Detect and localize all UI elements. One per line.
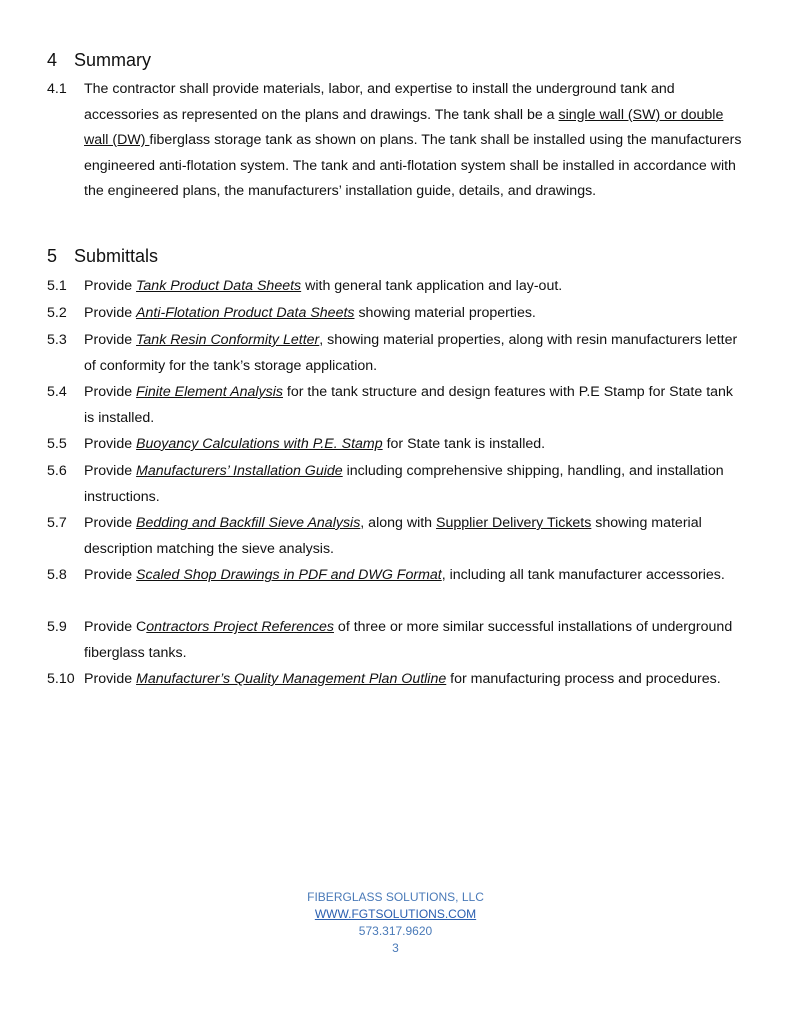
text-run: Provide — [84, 436, 137, 452]
text-run: Provide — [84, 332, 137, 348]
item-number: 5.5 — [47, 436, 67, 452]
text-run: Provide — [84, 567, 137, 583]
submittal-item — [47, 432, 747, 458]
item-text — [84, 380, 747, 431]
document-title-reference: Finite Element Analysis — [136, 384, 283, 400]
text-run: showing material properties. — [354, 305, 536, 321]
item-text — [84, 301, 747, 327]
paragraph-4-1 — [47, 77, 747, 205]
footer-phone: 573.317.9620 — [358, 924, 433, 938]
text-run: for State tank is installed. — [382, 436, 546, 452]
document-title-reference: Bedding and Backfill Sieve Analysis — [136, 515, 361, 531]
item-number: 5.6 — [47, 463, 67, 479]
text-run: with general tank application and lay-out. — [301, 278, 563, 294]
page-footer — [0, 889, 791, 957]
submittal-item — [47, 615, 747, 666]
text-run: for the tank structure and design features with P.E Stamp for State tank is installed. — [84, 384, 734, 426]
item-number: 5.4 — [47, 384, 67, 400]
footer-website-link[interactable]: WWW.FGTSOLUTIONS.COM — [314, 907, 477, 921]
text-run: Provide — [84, 278, 137, 294]
text-run: Provide — [84, 305, 137, 321]
item-number: 5.2 — [47, 305, 67, 321]
item-number: 5.7 — [47, 515, 67, 531]
underlined-term: Supplier Delivery Tickets — [436, 515, 592, 531]
text-run: showing material description matching the sieve analysis. — [84, 515, 702, 557]
item-number: 5.9 — [47, 619, 67, 635]
footer-company: FIBERGLASS SOLUTIONS, LLC — [307, 890, 484, 904]
item-text — [84, 615, 747, 666]
text-run: Provide — [84, 384, 137, 400]
text-run: Provide — [84, 463, 137, 479]
item-number: 5.10 — [47, 671, 75, 687]
item-number: 4.1 — [47, 81, 67, 97]
document-title-reference: Manufacturer’s Quality Management Plan Outline — [136, 671, 447, 687]
text-run: Provide — [84, 671, 137, 687]
section-5-heading — [47, 246, 158, 267]
item-text — [84, 511, 747, 562]
text-run: The contractor shall provide materials, labor, and expertise to install the underground tank and accessories as represented on the plans and drawings. The tank shall be a — [84, 81, 675, 123]
item-number: 5.8 — [47, 567, 67, 583]
item-text — [84, 459, 747, 510]
document-title-reference: Tank Product Data Sheets — [136, 278, 302, 294]
document-title-reference: Scaled Shop Drawings in PDF and DWG Format — [136, 567, 442, 583]
submittal-item — [47, 301, 747, 327]
item-number: 5.3 — [47, 332, 67, 348]
submittal-item — [47, 328, 747, 379]
section-title: Submittals — [74, 246, 159, 266]
footer-page-number: 3 — [392, 941, 399, 955]
document-title-reference: Anti-Flotation Product Data Sheets — [136, 305, 355, 321]
section-4-heading — [47, 50, 151, 71]
item-number: 5.1 — [47, 278, 67, 294]
document-title-reference: ontractors Project References — [146, 619, 334, 635]
item-text — [84, 563, 747, 589]
item-text — [84, 77, 747, 205]
item-text — [84, 328, 747, 379]
text-run: fiberglass storage tank as shown on plans. The tank shall be installed using the manufacturers engineered anti-flotation system. The tank and anti-flotation system shall be installed in accordance with the engineered plans, the manufacturers’ installation guide, details, and drawings. — [84, 132, 742, 199]
submittal-item — [47, 459, 747, 510]
text-run: , including all tank manufacturer accessories. — [441, 567, 725, 583]
submittal-item — [47, 274, 747, 300]
document-title-reference: Tank Resin Conformity Letter — [136, 332, 320, 348]
item-text — [84, 432, 747, 458]
text-run: , along with — [360, 515, 437, 531]
text-run: Provide — [84, 515, 137, 531]
section-title: Summary — [74, 50, 152, 70]
text-run: including comprehensive shipping, handling, and installation instructions. — [84, 463, 724, 505]
submittal-item — [47, 511, 747, 562]
document-title-reference: Manufacturers’ Installation Guide — [136, 463, 343, 479]
section-number: 5 — [47, 246, 58, 266]
submittal-item — [47, 667, 747, 693]
section-number: 4 — [47, 50, 58, 70]
text-run: of three or more similar successful installations of underground fiberglass tanks. — [84, 619, 733, 661]
submittal-item — [47, 380, 747, 431]
item-text — [84, 274, 747, 300]
document-title-reference: Buoyancy Calculations with P.E. Stamp — [136, 436, 383, 452]
text-run: for manufacturing process and procedures. — [446, 671, 721, 687]
item-text — [84, 667, 747, 693]
text-run: Provide C — [84, 619, 147, 635]
submittal-item — [47, 563, 747, 589]
text-run: , showing material properties, along with resin manufacturers letter of conformity for the tank’s storage application. — [84, 332, 738, 374]
underlined-term: single wall (SW) or double wall (DW) — [84, 106, 724, 148]
